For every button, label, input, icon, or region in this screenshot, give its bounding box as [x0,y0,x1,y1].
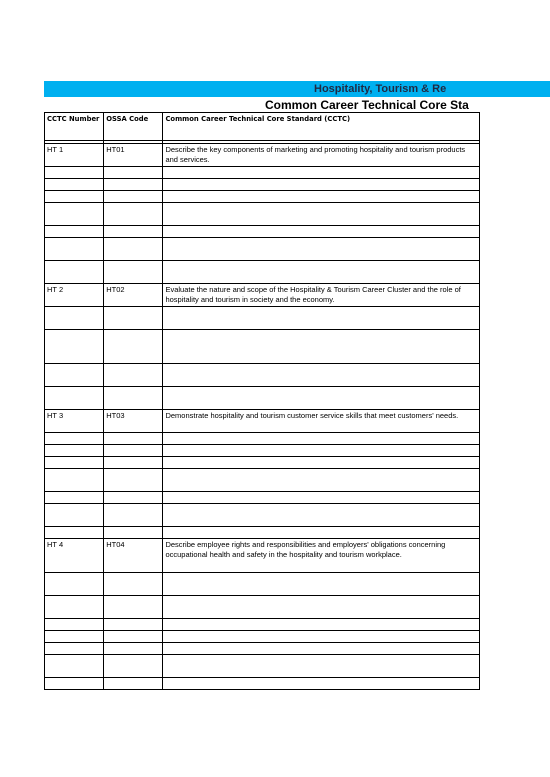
ossa-code-cell: HT04 [104,539,163,573]
cctc-number-cell [45,504,104,527]
ossa-code-cell [104,457,163,469]
table-row [45,284,480,307]
standard-text-cell [163,492,480,504]
ossa-code-cell [104,203,163,226]
table-row [45,643,480,655]
cctc-number-cell [45,527,104,539]
table-row [45,631,480,643]
ossa-code-cell [104,387,163,410]
header-banner [44,81,550,97]
table-row [45,678,480,690]
table-row [45,619,480,631]
standard-text-cell [163,307,480,330]
standard-text-cell: Describe the key components of marketing and promoting hospitality and tourism products and services. [163,144,480,167]
table-row [45,330,480,364]
standard-text-cell [163,445,480,457]
table-row [45,504,480,527]
standard-text-cell: Describe employee rights and responsibilities and employers' obligations concerning occupational health and safety in the hospitality and tourism workplace. [163,539,480,573]
ossa-code-cell [104,492,163,504]
table-row [45,387,480,410]
table-row [45,469,480,492]
standard-text-cell [163,631,480,643]
cctc-number-cell: HT 3 [45,410,104,433]
ossa-code-cell [104,191,163,203]
standard-text-cell [163,527,480,539]
cctc-number-cell [45,445,104,457]
standard-text-cell [163,596,480,619]
table-row [45,167,480,179]
table-row [45,364,480,387]
cctc-number-cell [45,226,104,238]
ossa-code-cell [104,445,163,457]
ossa-code-cell: HT02 [104,284,163,307]
table-row [45,261,480,284]
ossa-code-cell [104,573,163,596]
cctc-number-cell [45,655,104,678]
standard-text-cell [163,330,480,364]
ossa-code-cell [104,596,163,619]
table-row [45,307,480,330]
standards-table [44,112,480,690]
table-row [45,238,480,261]
cctc-number-cell [45,469,104,492]
cctc-number-cell [45,238,104,261]
table-row [45,410,480,433]
column-header-cctc-number: CCTC Number [45,113,104,141]
standard-text-cell [163,504,480,527]
cctc-number-cell [45,433,104,445]
ossa-code-cell [104,619,163,631]
ossa-code-cell [104,364,163,387]
standard-text-cell [163,191,480,203]
standard-text-cell [163,364,480,387]
standard-text-cell [163,573,480,596]
cctc-number-cell [45,330,104,364]
cctc-number-cell [45,457,104,469]
page-subtitle: Common Career Technical Core Sta [265,98,469,112]
standard-text-cell [163,655,480,678]
cctc-number-cell [45,364,104,387]
ossa-code-cell [104,226,163,238]
standard-text-cell [163,203,480,226]
ossa-code-cell: HT01 [104,144,163,167]
table-row [45,191,480,203]
cctc-number-cell [45,678,104,690]
standard-text-cell [163,619,480,631]
table-row [45,445,480,457]
table-row [45,203,480,226]
standard-text-cell [163,179,480,191]
table-row [45,655,480,678]
ossa-code-cell [104,167,163,179]
cctc-number-cell: HT 1 [45,144,104,167]
cctc-number-cell [45,203,104,226]
table-row [45,144,480,167]
cctc-number-cell [45,191,104,203]
ossa-code-cell: HT03 [104,410,163,433]
table-body [45,141,480,690]
cctc-number-cell [45,596,104,619]
table-row [45,179,480,191]
ossa-code-cell [104,678,163,690]
table-row [45,492,480,504]
standard-text-cell: Demonstrate hospitality and tourism customer service skills that meet customers' needs. [163,410,480,433]
table-row [45,457,480,469]
ossa-code-cell [104,433,163,445]
cctc-number-cell: HT 2 [45,284,104,307]
table-row [45,226,480,238]
ossa-code-cell [104,655,163,678]
standard-text-cell [163,457,480,469]
table-row [45,539,480,573]
standard-text-cell [163,678,480,690]
cctc-number-cell [45,492,104,504]
table-header-row [45,113,480,141]
standard-text-cell [163,387,480,410]
ossa-code-cell [104,261,163,284]
standard-text-cell: Evaluate the nature and scope of the Hospitality & Tourism Career Cluster and the role of hospitality and tourism in society and the economy. [163,284,480,307]
cctc-number-cell [45,619,104,631]
cctc-number-cell [45,261,104,284]
standard-text-cell [163,643,480,655]
cctc-number-cell: HT 4 [45,539,104,573]
cctc-number-cell [45,631,104,643]
column-header-ossa-code: OSSA Code [104,113,163,141]
ossa-code-cell [104,330,163,364]
cctc-number-cell [45,167,104,179]
table-row [45,596,480,619]
standard-text-cell [163,167,480,179]
cctc-number-cell [45,643,104,655]
cctc-number-cell [45,307,104,330]
standard-text-cell [163,433,480,445]
standard-text-cell [163,261,480,284]
table-row [45,433,480,445]
column-header-standard: Common Career Technical Core Standard (CCTC) [163,113,480,141]
table-row [45,527,480,539]
ossa-code-cell [104,643,163,655]
ossa-code-cell [104,307,163,330]
standard-text-cell [163,226,480,238]
banner-title: Hospitality, Tourism & Re [314,83,447,95]
ossa-code-cell [104,504,163,527]
table-row [45,573,480,596]
cctc-number-cell [45,179,104,191]
ossa-code-cell [104,238,163,261]
ossa-code-cell [104,179,163,191]
ossa-code-cell [104,527,163,539]
cctc-number-cell [45,573,104,596]
standard-text-cell [163,469,480,492]
standard-text-cell [163,238,480,261]
ossa-code-cell [104,631,163,643]
cctc-number-cell [45,387,104,410]
ossa-code-cell [104,469,163,492]
